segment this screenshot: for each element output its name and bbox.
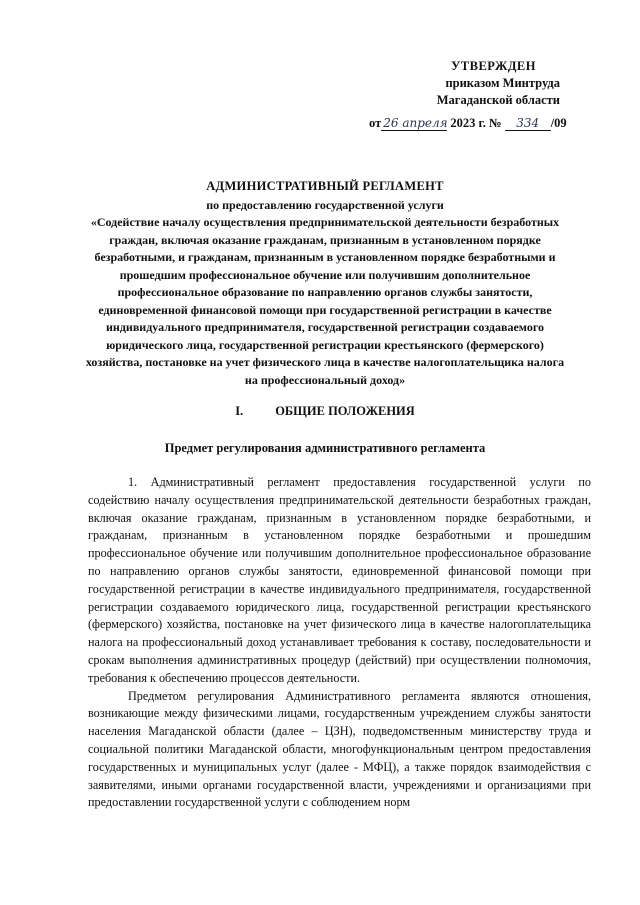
paragraph-1: 1. Административный регламент предоставления государственной услуги по содействию началу осуществления предпринимательской деятельности безработных граждан, включая оказание гражданам, признанным в установленном порядке безработными, и гражданам, признанным в установленном порядке безработными и прошедшим профессиональное обучение или получившим дополнительное профессиональное образование по направлению органов службы занятости, единовременной финансовой помощи при государственной регистрации в качестве индивидуального предпринимателя, государственной регистрации создаваемого юридического лица, государственной регистрации крестьянского (фермерского) хозяйства, постановке на учет физического лица в качестве налогоплательщика налога на профессиональный доход устанавливает требования к составу, последовательности и срокам выполнения административных процедур (действий) при осуществлении полномочия, требования к обеспечению процессов деятельности. xyxy=(88,475,591,685)
order-date-handwritten: 26 апреля xyxy=(383,116,448,130)
section-heading xyxy=(82,404,568,419)
order-prefix: от xyxy=(369,116,382,130)
order-number-handwritten: 334 xyxy=(505,116,551,131)
approved-title: УТВЕРЖДЕН xyxy=(451,59,536,73)
paragraph-2: Предметом регулирования Административного регламента являются отношения, возникающие между физическими лицами, государственным учреждением службы занятости населения Магаданской области (далее – ЦЗН), подведомственным министерству труда и социальной политики Магаданской области, многофункциональным центром предоставления государственных и муниципальных услуг (далее - МФЦ), а также порядок взаимодействия с заявителями, иными органами государственной власти, учреждениями и организациями при предоставлении государственной услуги с соблюдением норм xyxy=(88,688,591,810)
order-suffix: /09 xyxy=(550,116,567,130)
service-name: «Содействие началу осуществления предпринимательской деятельности безработных граждан, включая оказание гражданам, признанным в установленном порядке безработными, и гражданам, признанным в установленном порядке безработными и прошедшим профессиональное обучение или получившим дополнительное профессиональное образование по направлению органов службы занятости, единовременной финансовой помощи при государственной регистрации в качестве индивидуального предпринимателя, государственной регистрации создаваемого юридического лица, государственной регистрации крестьянского (фермерского) хозяйства, постановке на учет физического лица в качестве налогоплательщика налога на профессиональный доход» xyxy=(85,215,565,387)
subsection-heading: Предмет регулирования административного регламента xyxy=(164,441,486,455)
order-reference xyxy=(369,116,567,131)
order-year: 2023 г. № xyxy=(450,116,502,130)
section-number: I. xyxy=(235,404,244,418)
regulation-title-block xyxy=(82,178,568,389)
approval-stamp xyxy=(437,58,560,109)
approved-by-line-1: приказом Минтруда xyxy=(445,76,560,90)
section-title: ОБЩИЕ ПОЛОЖЕНИЯ xyxy=(275,404,415,418)
approved-by-line-2: Магаданской области xyxy=(436,93,560,107)
regulation-subtitle: по предоставлению государственной услуги xyxy=(206,197,444,212)
regulation-title: АДМИНИСТРАТИВНЫЙ РЕГЛАМЕНТ xyxy=(206,179,444,193)
body-text xyxy=(88,474,591,812)
